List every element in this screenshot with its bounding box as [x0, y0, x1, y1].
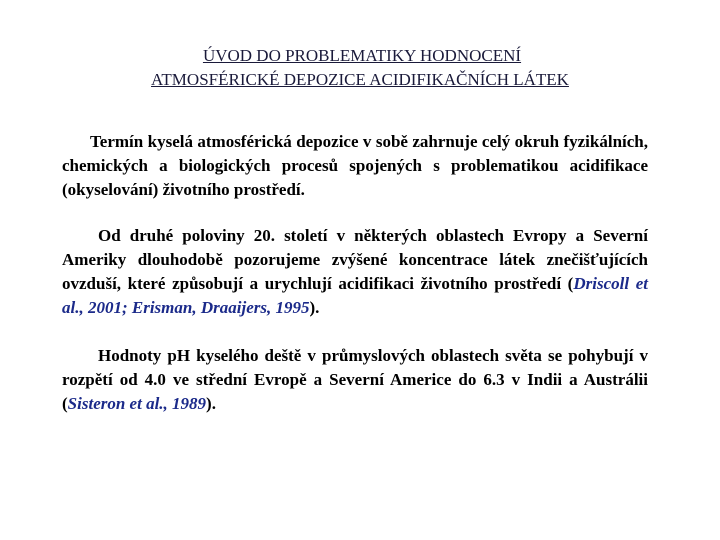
paragraph-1-text: Termín kyselá atmosférická depozice v sobě zahrnuje celý okruh fyzikálních, chemických a biologických procesů spojených s problematikou acidifikace (okyselování) životního prostředí.	[62, 132, 648, 199]
paragraph-2-text: Od druhé poloviny 20. století v některých oblastech Evropy a Severní Ameriky dlouhodobě pozorujeme zvýšené koncentrace látek znečišťujících ovzduší, které způsobují a urychlují acidifikaci životního prostředí (	[62, 226, 648, 293]
paragraph-acid-deposition-definition	[62, 130, 648, 202]
citation-sisteron: Sisteron et al., 1989	[67, 394, 207, 413]
title-line-1: ÚVOD DO PROBLEMATIKY HODNOCENÍ	[202, 46, 522, 65]
paragraph-ph-values	[62, 344, 648, 416]
paragraph-3-text: Hodnoty pH kyselého deště v průmyslových oblastech světa se pohybují v rozpětí od 4.0 ve střední Evropě a Severní Americe do 6.3 v Indii a Austrálii (	[62, 346, 648, 413]
paragraph-3-end: ).	[206, 394, 216, 413]
citation-driscoll-erisman: Driscoll et al., 2001; Erisman, Draaijers, 1995	[62, 274, 648, 317]
paragraph-history	[62, 224, 648, 320]
paragraph-2-end: ).	[309, 298, 320, 317]
title-line-2: ATMOSFÉRICKÉ DEPOZICE ACIDIFIKAČNÍCH LÁTEK	[151, 70, 569, 89]
